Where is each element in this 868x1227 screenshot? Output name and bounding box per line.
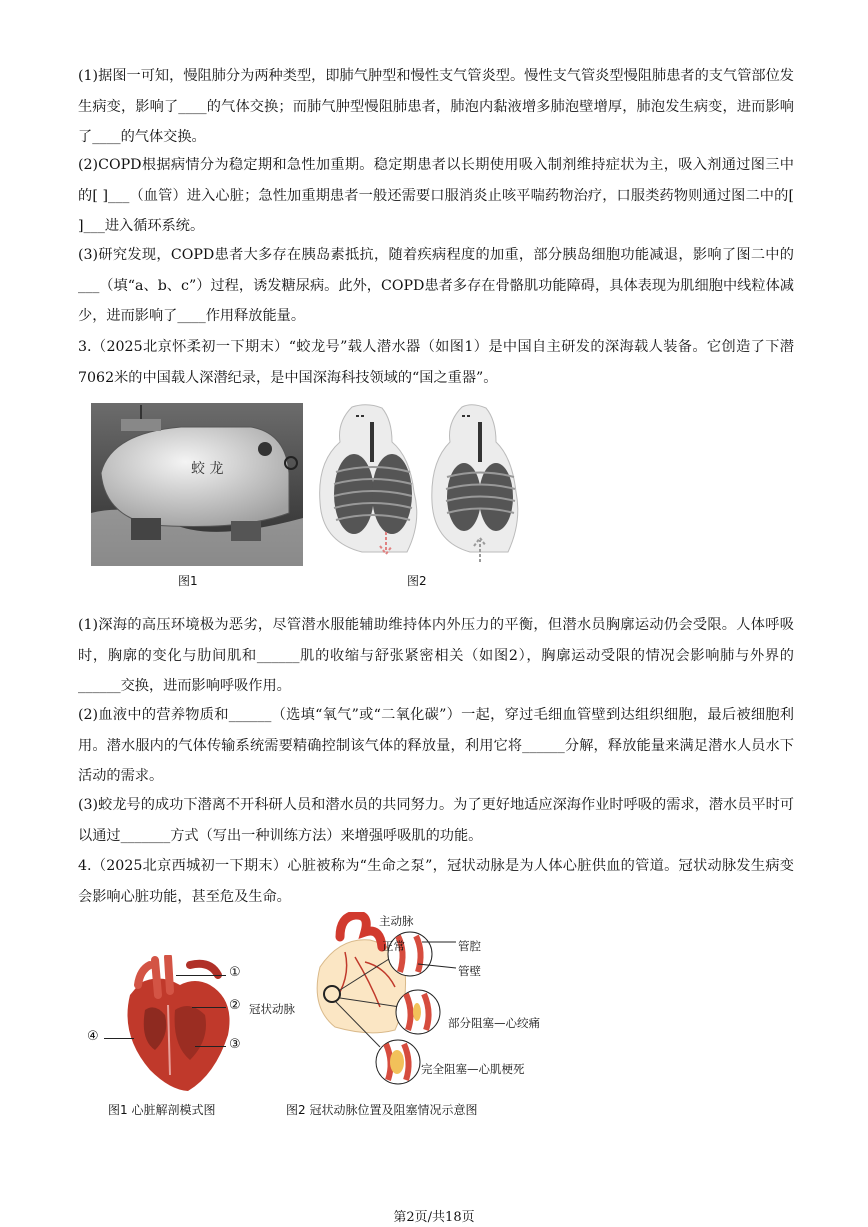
fig1-caption: 图1 <box>178 574 198 588</box>
aorta-label: 主动脉 <box>379 914 414 928</box>
heart-label-3: ③ <box>229 1037 241 1052</box>
page-footer: 第2页/共18页 <box>393 1210 475 1225</box>
submersible-photo <box>91 403 303 566</box>
coronary-fig2-caption: 图2 冠状动脉位置及阻塞情况示意图 <box>286 1103 478 1117</box>
heart-label-1: ① <box>229 965 241 980</box>
fig2-caption: 图2 <box>407 574 427 588</box>
heart-line-1 <box>176 975 226 976</box>
breathing-diagram <box>312 402 522 567</box>
heart-label-4: ④ <box>87 1029 99 1044</box>
q3-intro: 3.（2025北京怀柔初一下期末）“蛟龙号”载人潜水器（如图1）是中国自主研发的深海载人装备。它创造了下潜7062米的中国载人深潜纪录，是中国深海科技领域的“国之重器”。 <box>78 339 794 386</box>
q3-part2: (2)血液中的营养物质和______（选填“氧气”或“二氧化碳”）一起，穿过毛细血管壁到达组织细胞，最后被细胞利用。潜水服内的气体传输系统需要精确控制该气体的释放量，利用它将______分解，释放能量来满足潜水人员水下活动的需求。 <box>78 707 794 784</box>
q2-part3: (3)研究发现，COPD患者大多存在胰岛素抵抗，随着疾病程度的加重，部分胰岛细胞功能减退，影响了图二中的___（填“a、b、c”）过程，诱发糖尿病。此外，COPD患者多存在骨骼肌功能障碍，具体表现为肌细胞中线粒体减少，进而影响了____作用释放能量。 <box>78 247 794 324</box>
lumen-label: 管腔 <box>458 939 481 953</box>
heart-line-2 <box>192 1007 226 1008</box>
coronary-label: 冠状动脉 <box>249 1002 295 1016</box>
partial-block-label: 部分阻塞—心绞痛 <box>448 1016 540 1030</box>
complete-block-label: 完全阻塞—心肌梗死 <box>421 1062 525 1076</box>
heart-line-4 <box>104 1038 134 1039</box>
heart-label-2: ② <box>229 998 241 1013</box>
q2-part1: (1)据图一可知，慢阻肺分为两种类型，即肺气肿型和慢性支气管炎型。慢性支气管炎型慢阻肺患者的支气管部位发生病变，影响了____的气体交换；而肺气肿型慢阻肺患者，肺泡内黏液增多肺泡壁增厚，肺泡发生病变，进而影响了____的气体交换。 <box>78 68 794 145</box>
heart-fig1-caption: 图1 心脏解剖模式图 <box>108 1103 216 1117</box>
normal-label: 正常 <box>382 939 405 953</box>
heart-line-3 <box>195 1046 226 1047</box>
svg-text:蛟 龙: 蛟 龙 <box>191 461 224 477</box>
q3-part3: (3)蛟龙号的成功下潜离不开科研人员和潜水员的共同努力。为了更好地适应深海作业时呼吸的需求，潜水员平时可以通过_______方式（写出一种训练方法）来增强呼吸肌的功能。 <box>78 797 794 844</box>
wall-label: 管壁 <box>458 964 481 978</box>
q4-intro: 4.（2025北京西城初一下期末）心脏被称为“生命之泵”，冠状动脉是为人体心脏供血的管道。冠状动脉发生病变会影响心脏功能，甚至危及生命。 <box>78 858 794 905</box>
q3-part1: (1)深海的高压环境极为恶劣，尽管潜水服能辅助维持体内外压力的平衡，但潜水员胸廓运动仍会受限。人体呼吸时，胸廓的变化与肋间肌和______肌的收缩与舒张紧密相关（如图2），胸廓运动受限的情况会影响肺与外界的______交换，进而影响呼吸作用。 <box>78 617 794 694</box>
q2-part2: (2)COPD根据病情分为稳定期和急性加重期。稳定期患者以长期使用吸入制剂维持症状为主，吸入剂通过图三中的[ ]___（血管）进入心脏；急性加重期患者一般还需要口服消炎止咳平喘药物治疗，口服类药物则通过图二中的[ ]___进入循环系统。 <box>78 157 794 234</box>
